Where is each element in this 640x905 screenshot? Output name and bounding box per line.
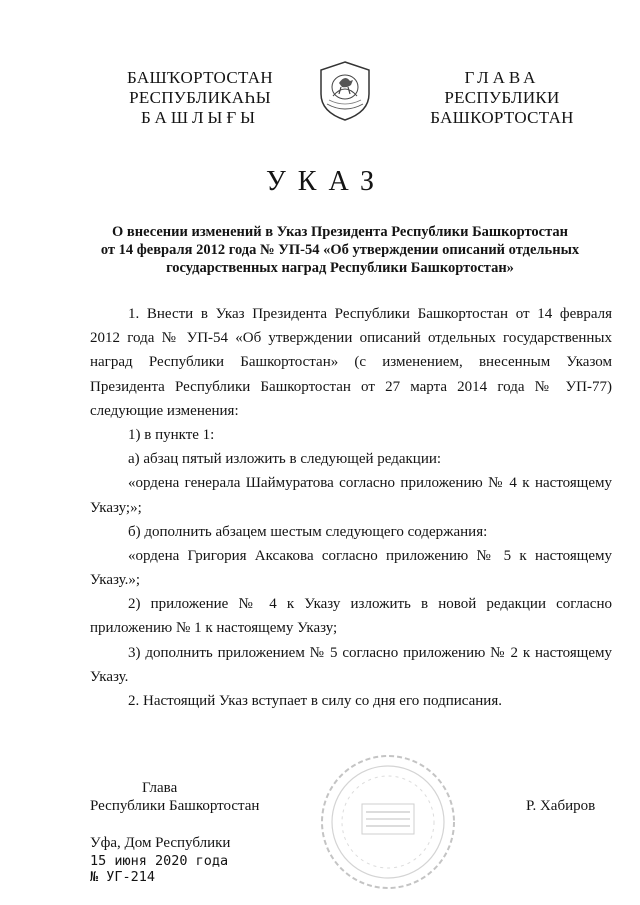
body-line-15: 3) дополнить приложением № 5 согласно приложению № 2 к настоящему — [128, 644, 612, 661]
header-right-block — [402, 68, 602, 128]
body-line-14: приложению № 1 к настоящему Указу; — [90, 620, 338, 637]
body-line-5: следующие изменения: — [90, 402, 239, 419]
body-line-8: «ордена генерала Шаймуратова согласно приложению № 4 к настоящему — [128, 475, 612, 492]
header-left-line-3: БАШЛЫҒЫ — [141, 108, 259, 127]
body-line-2: 2012 года № УП-54 «Об утверждении описаний отдельных государственных — [90, 330, 612, 347]
subject-line-1: О внесении изменений в Указ Президента Республики Башкортостан — [112, 224, 568, 240]
body-line-11: «ордена Григория Аксакова согласно приложению № 5 к настоящему — [128, 547, 612, 564]
subject-line-3: государственных наград Республики Башкортостан» — [166, 260, 514, 276]
header-right-line-1: ГЛАВА — [464, 68, 540, 87]
header-left-line-2: РЕСПУБЛИКАҺЫ — [129, 88, 271, 107]
body-line-7: а) абзац пятый изложить в следующей редакции: — [128, 451, 442, 468]
header-left-line-1: БАШҠОРТОСТАН — [127, 68, 273, 87]
document-subject — [60, 223, 620, 277]
signature-position-line-1: Глава — [142, 780, 178, 796]
republic-emblem-icon — [317, 60, 373, 122]
signature-name: Р. Хабиров — [526, 798, 596, 814]
body-line-17: 2. Настоящий Указ вступает в силу со дня его подписания. — [128, 693, 502, 709]
signature-number: № УГ-214 — [90, 869, 156, 885]
body-line-13: 2) приложение № 4 к Указу изложить в новой редакции согласно — [128, 596, 612, 613]
signature-position-line-2: Республики Башкортостан — [90, 798, 260, 814]
body-line-6: 1) в пункте 1: — [128, 426, 215, 443]
body-line-10: б) дополнить абзацем шестым следующего содержания: — [128, 523, 488, 540]
body-line-3: наград Республики Башкортостан» (с изменением, внесенным Указом — [90, 354, 612, 371]
document-title: УКАЗ — [265, 166, 387, 197]
header-left-block — [100, 68, 300, 128]
official-seal-icon — [318, 752, 458, 892]
signature-date: 15 июня 2020 года — [90, 853, 229, 869]
body-line-4: Президента Республики Башкортостан от 27 марта 2014 года № УП-77) — [90, 378, 612, 395]
body-line-12: Указу.»; — [90, 572, 141, 589]
body-line-9: Указу;»; — [90, 499, 142, 516]
document-body — [90, 302, 612, 713]
header-right-line-2: РЕСПУБЛИКИ — [444, 88, 560, 107]
body-line-1: 1. Внести в Указ Президента Республики Башкортостан от 14 февраля — [128, 306, 612, 322]
signature-place: Уфа, Дом Республики — [90, 835, 231, 851]
body-line-16: Указу. — [90, 668, 129, 685]
subject-line-2: от 14 февраля 2012 года № УП-54 «Об утверждении описаний отдельных — [100, 242, 580, 258]
header-right-line-3: БАШКОРТОСТАН — [430, 108, 574, 127]
